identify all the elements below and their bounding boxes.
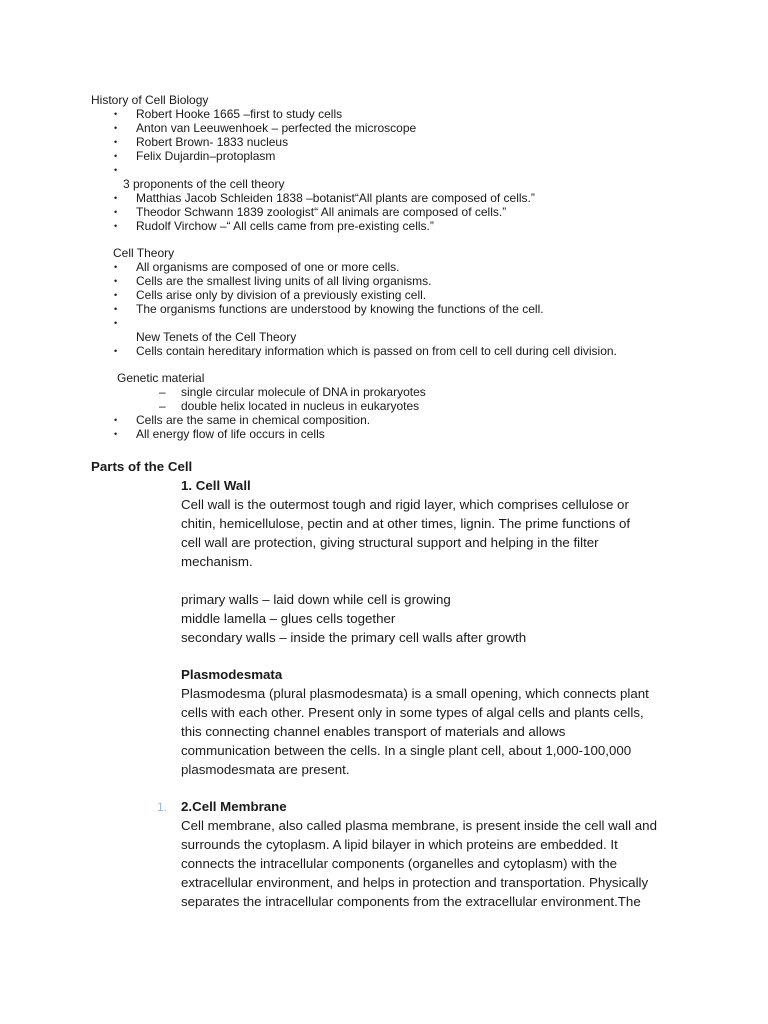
bullet: • <box>114 262 118 272</box>
list-item: Cells contain hereditary information which is passed on from cell to cell during cell division. <box>136 344 617 358</box>
bullet: • <box>114 151 118 161</box>
list-marker: 1. <box>157 800 168 814</box>
bullet: • <box>114 123 118 133</box>
cell-wall-heading: 1. Cell Wall <box>181 478 251 493</box>
bullet: • <box>114 221 118 231</box>
layer-line: middle lamella – glues cells together <box>181 611 396 626</box>
bullet: • <box>114 165 118 175</box>
list-item: Anton van Leeuwenhoek – perfected the microscope <box>136 121 417 135</box>
bullet: • <box>114 318 118 328</box>
list-item: All energy flow of life occurs in cells <box>136 427 325 441</box>
paragraph-line: cells with each other. Present only in some types of algal cells and plants cells, <box>181 705 644 720</box>
list-item: All organisms are composed of one or more cells. <box>136 260 400 274</box>
list-item: Cells are the same in chemical composition. <box>136 413 371 427</box>
paragraph-line: Plasmodesma (plural plasmodesmata) is a small opening, which connects plant <box>181 686 649 701</box>
paragraph-line: Cell wall is the outermost tough and rigid layer, which comprises cellulose or <box>181 497 629 512</box>
history-title: History of Cell Biology <box>91 93 209 107</box>
paragraph-line: plasmodesmata are present. <box>181 762 350 777</box>
bullet: • <box>114 346 118 356</box>
bullet: • <box>114 415 118 425</box>
paragraph-line: mechanism. <box>181 554 253 569</box>
cell-theory-title: Cell Theory <box>113 246 175 260</box>
dash: – <box>159 385 166 399</box>
bullet: • <box>114 109 118 119</box>
bullet: • <box>114 304 118 314</box>
list-item: Felix Dujardin–protoplasm <box>136 149 276 163</box>
parts-title: Parts of the Cell <box>91 459 193 474</box>
list-item: Rudolf Virchow –“ All cells came from pre-existing cells.” <box>136 219 434 233</box>
layer-line: primary walls – laid down while cell is growing <box>181 592 451 607</box>
bullet: • <box>114 290 118 300</box>
list-item: Matthias Jacob Schleiden 1838 –botanist“All plants are composed of cells.” <box>136 191 535 205</box>
dash: – <box>159 399 166 413</box>
paragraph-line: separates the intracellular components from the extracellular environment.The <box>181 894 641 909</box>
bullet: • <box>114 429 118 439</box>
paragraph-line: extracellular environment, and helps in protection and transportation. Physically <box>181 875 649 890</box>
cell-membrane-heading: 2.Cell Membrane <box>181 799 287 814</box>
list-item: Robert Hooke 1665 –first to study cells <box>136 107 343 121</box>
bullet: • <box>114 193 118 203</box>
paragraph-line: cell wall are protection, giving structural support and helping in the filter <box>181 535 599 550</box>
layer-line: secondary walls – inside the primary cell walls after growth <box>181 630 527 645</box>
paragraph-line: this connecting channel enables transport of materials and allows <box>181 724 566 739</box>
list-item: single circular molecule of DNA in prokaryotes <box>181 385 426 399</box>
bullet: • <box>114 276 118 286</box>
list-item: Theodor Schwann 1839 zoologist“ All animals are composed of cells.” <box>136 205 507 219</box>
list-item: Robert Brown- 1833 nucleus <box>136 135 289 149</box>
list-item: The organisms functions are understood by knowing the functions of the cell. <box>136 302 544 316</box>
paragraph-line: connects the intracellular components (organelles and cytoplasm) with the <box>181 856 618 871</box>
proponents-title: 3 proponents of the cell theory <box>123 177 285 191</box>
new-tenets-title: New Tenets of the Cell Theory <box>136 330 297 344</box>
list-item: double helix located in nucleus in eukaryotes <box>181 399 420 413</box>
list-item: Cells are the smallest living units of all living organisms. <box>136 274 432 288</box>
paragraph-line: communication between the cells. In a single plant cell, about 1,000-100,000 <box>181 743 632 758</box>
bullet: • <box>114 207 118 217</box>
list-item: Cells arise only by division of a previously existing cell. <box>136 288 427 302</box>
bullet: • <box>114 137 118 147</box>
paragraph-line: chitin, hemicellulose, pectin and at other times, lignin. The prime functions of <box>181 516 631 531</box>
paragraph-line: surrounds the cytoplasm. A lipid bilayer in which proteins are embedded. It <box>181 837 618 852</box>
plasmodesmata-heading: Plasmodesmata <box>181 667 283 682</box>
paragraph-line: Cell membrane, also called plasma membrane, is present inside the cell wall and <box>181 818 657 833</box>
genetic-title: Genetic material <box>117 371 205 385</box>
